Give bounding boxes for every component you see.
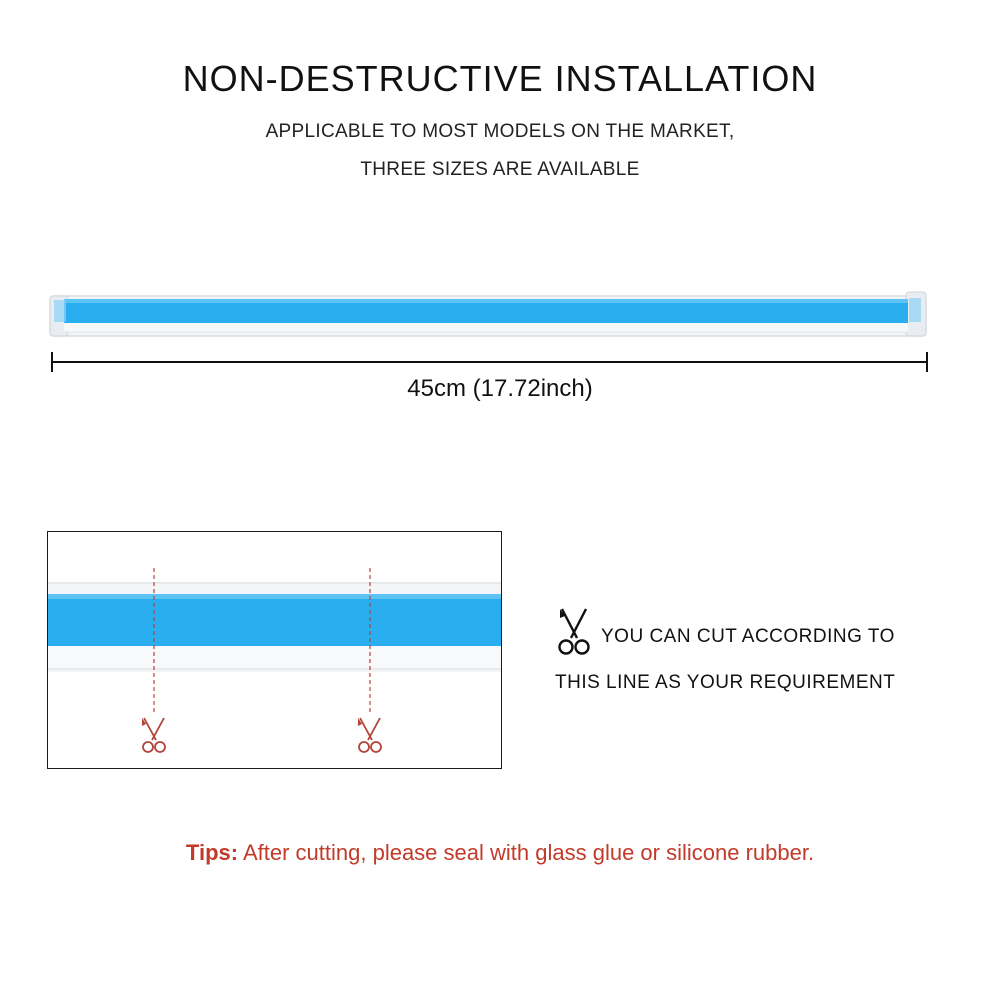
cut-instruction-line-2: THIS LINE AS YOUR REQUIREMENT (555, 672, 896, 693)
cut-instruction-line-1: YOU CAN CUT ACCORDING TO (601, 626, 895, 647)
subtitle-line-1: APPLICABLE TO MOST MODELS ON THE MARKET, (265, 121, 735, 142)
dimension-tick-right (926, 352, 928, 372)
led-strip-image (48, 290, 928, 340)
tips-label: Tips: (185, 840, 239, 865)
cut-detail-panel (47, 531, 502, 769)
tips-text (0, 840, 1000, 866)
scissors-icon (555, 606, 593, 663)
tips-body: After cutting, please seal with glass glue or silicone rubber. (238, 840, 815, 865)
dimension-line (52, 361, 928, 363)
page-title: NON-DESTRUCTIVE INSTALLATION (182, 58, 818, 99)
length-label: 45cm (17.72inch) (407, 375, 593, 402)
subtitle-line-2: THREE SIZES ARE AVAILABLE (360, 159, 640, 180)
